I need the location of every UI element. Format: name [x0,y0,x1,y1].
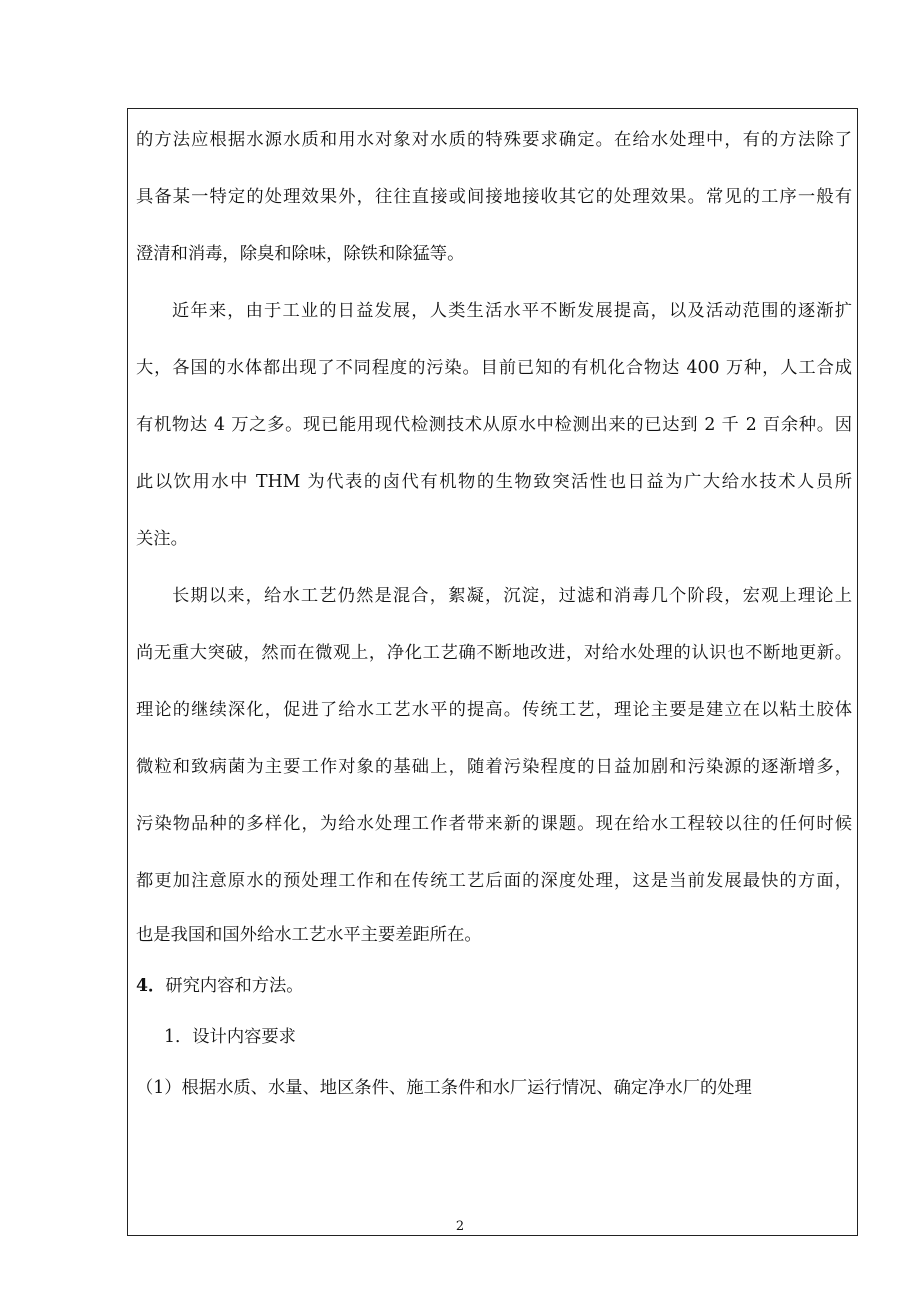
text-line: 也是我国和国外给水工艺水平主要差距所在。 [136,925,482,945]
list-item: （1）根据水质、水量、地区条件、施工条件和水厂运行情况、确定净水厂的处理 [136,1078,752,1098]
text-line: 有机物达 4 万之多。现已能用现代检测技术从原水中检测出来的已达到 2 千 2 百余种。因 [136,415,852,435]
page-number: 2 [455,1219,465,1234]
section-number: 4． [136,976,166,996]
text-line: 长期以来，给水工艺仍然是混合，絮凝，沉淀，过滤和消毒几个阶段，宏观上理论上 [172,586,852,606]
text-line: 微粒和致病菌为主要工作对象的基础上，随着污染程度的日益加剧和污染源的逐渐增多， [136,757,852,777]
subsection-heading: 1．设计内容要求 [164,1027,296,1047]
text-line: 关注。 [136,529,188,549]
text-line: 理论的继续深化，促进了给水工艺水平的提高。传统工艺，理论主要是建立在以粘土胶体 [136,700,852,720]
document-body [136,112,852,1114]
text-line: 澄清和消毒，除臭和除味，除铁和除猛等。 [136,244,465,264]
text-line: 的方法应根据水源水质和用水对象对水质的特殊要求确定。在给水处理中，有的方法除了 [136,130,852,150]
text-line: 都更加注意原水的预处理工作和在传统工艺后面的深度处理，这是当前发展最快的方面， [136,871,852,891]
text-line: 尚无重大突破，然而在微观上，净化工艺确不断地改进，对给水处理的认识也不断地更新。 [136,643,852,663]
section-title: 研究内容和方法。 [165,976,304,996]
paragraph-process-history [136,568,852,961]
text-line: 污染物品种的多样化，为给水处理工作者带来新的课题。现在给水工程较以往的任何时候 [136,814,852,834]
paragraph-treatment-methods [136,112,852,283]
paragraph-pollution [136,283,852,568]
text-line: 近年来，由于工业的日益发展，人类生活水平不断发展提高，以及活动范围的逐渐扩 [172,301,852,321]
text-line: 大，各国的水体都出现了不同程度的污染。目前已知的有机化合物达 400 万种，人工合成 [136,358,852,378]
text-line: 具备某一特定的处理效果外，往往直接或间接地接收其它的处理效果。常见的工序一般有 [136,187,852,207]
section-heading [136,961,852,1012]
text-line: 此以饮用水中 THM 为代表的卤代有机物的生物致突活性也日益为广大给水技术人员所 [136,472,852,492]
